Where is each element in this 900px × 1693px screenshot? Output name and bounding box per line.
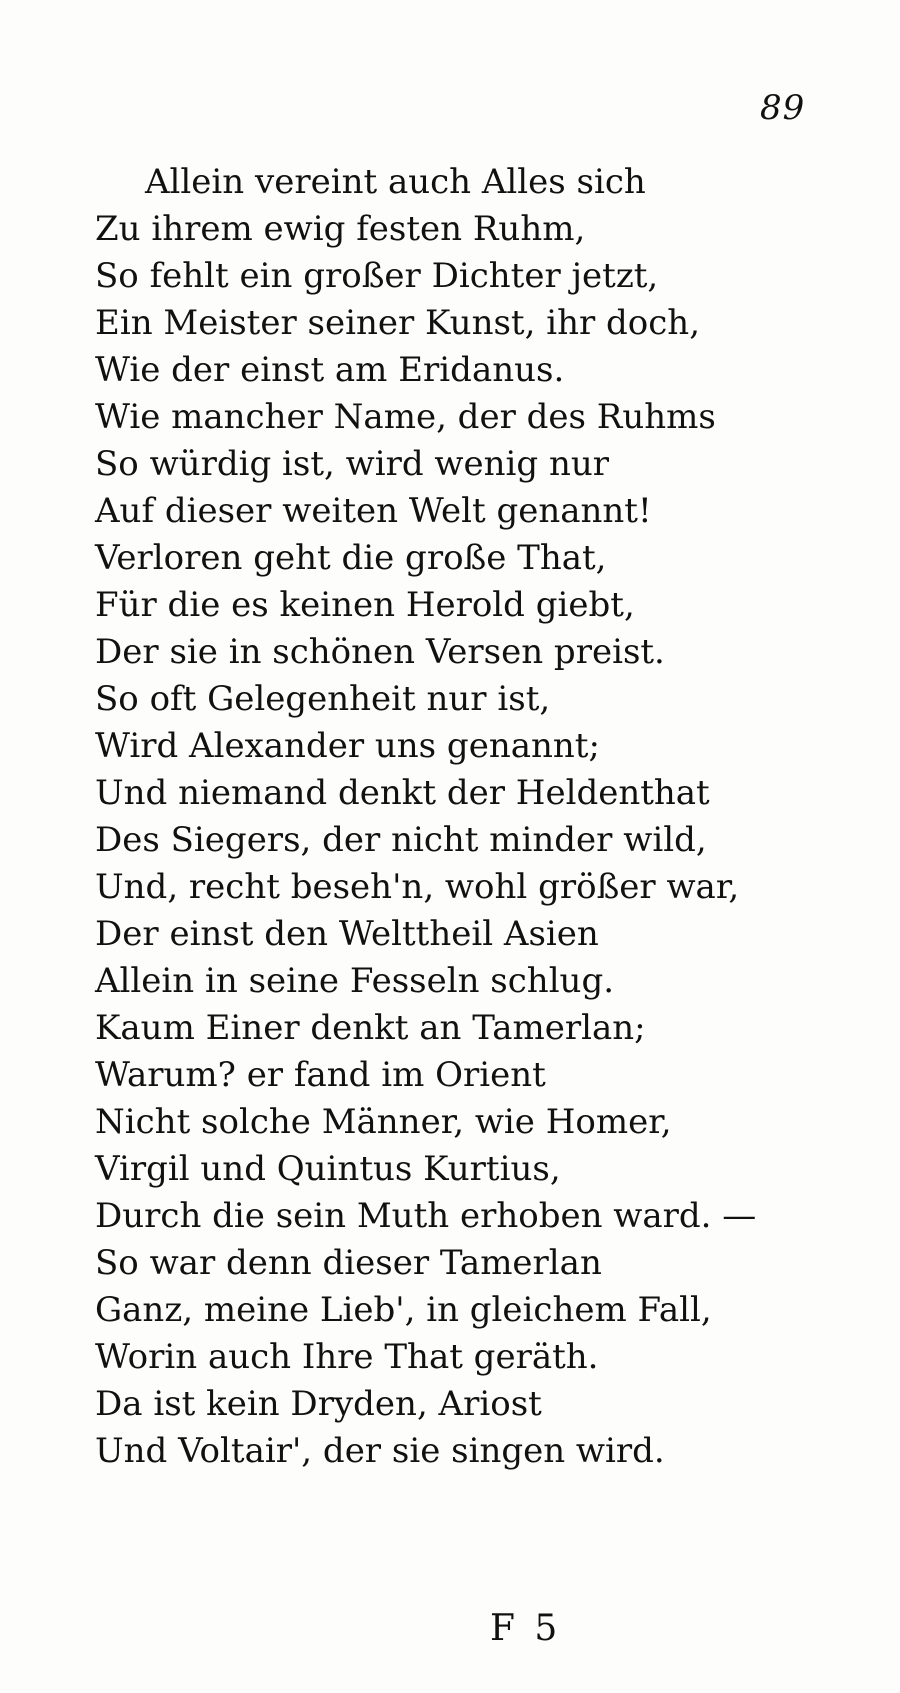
poem-line: Wie der einst am Eridanus. bbox=[95, 350, 565, 390]
signature-mark: F 5 bbox=[490, 1608, 562, 1649]
poem-line: Durch die sein Muth erhoben ward. — bbox=[95, 1196, 757, 1236]
poem-line: Für die es keinen Herold giebt, bbox=[95, 585, 635, 625]
poem-line: Worin auch Ihre That geräth. bbox=[95, 1337, 599, 1377]
poem-line: So fehlt ein großer Dichter jetzt, bbox=[95, 256, 659, 296]
poem-line: Der sie in schönen Versen preist. bbox=[95, 632, 665, 672]
poem-line: Kaum Einer denkt an Tamerlan; bbox=[95, 1008, 646, 1048]
poem-line: Zu ihrem ewig festen Ruhm, bbox=[95, 209, 586, 249]
poem-line: So oft Gelegenheit nur ist, bbox=[95, 679, 551, 719]
poem-line: So würdig ist, wird wenig nur bbox=[95, 444, 610, 484]
poem-line: Verloren geht die große That, bbox=[95, 538, 607, 578]
poem-line: Ein Meister seiner Kunst, ihr doch, bbox=[95, 303, 701, 343]
poem-line: Virgil und Quintus Kurtius, bbox=[95, 1149, 561, 1189]
poem-line: Da ist kein Dryden, Ariost bbox=[95, 1384, 542, 1424]
poem-line: Der einst den Welttheil Asien bbox=[95, 914, 599, 954]
poem-line: Ganz, meine Lieb', in gleichem Fall, bbox=[95, 1290, 712, 1330]
poem-line: Und Voltair', der sie singen wird. bbox=[95, 1431, 665, 1471]
poem-line: Und, recht beseh'n, wohl größer war, bbox=[95, 867, 740, 907]
poem-line: Wird Alexander uns genannt; bbox=[95, 726, 600, 766]
poem-line: Nicht solche Männer, wie Homer, bbox=[95, 1102, 672, 1142]
poem-line: So war denn dieser Tamerlan bbox=[95, 1243, 602, 1283]
poem-line: Auf dieser weiten Welt genannt! bbox=[95, 491, 652, 531]
poem-line: Des Siegers, der nicht minder wild, bbox=[95, 820, 707, 860]
poem-line: Und niemand denkt der Heldenthat bbox=[95, 773, 710, 813]
poem-line: Allein in seine Fesseln schlug. bbox=[95, 961, 615, 1001]
poem-line: Allein vereint auch Alles sich bbox=[145, 162, 646, 202]
page-number: 89 bbox=[760, 88, 806, 128]
poem-line: Wie mancher Name, der des Ruhms bbox=[95, 397, 716, 437]
poem-line: Warum? er fand im Orient bbox=[95, 1055, 546, 1095]
